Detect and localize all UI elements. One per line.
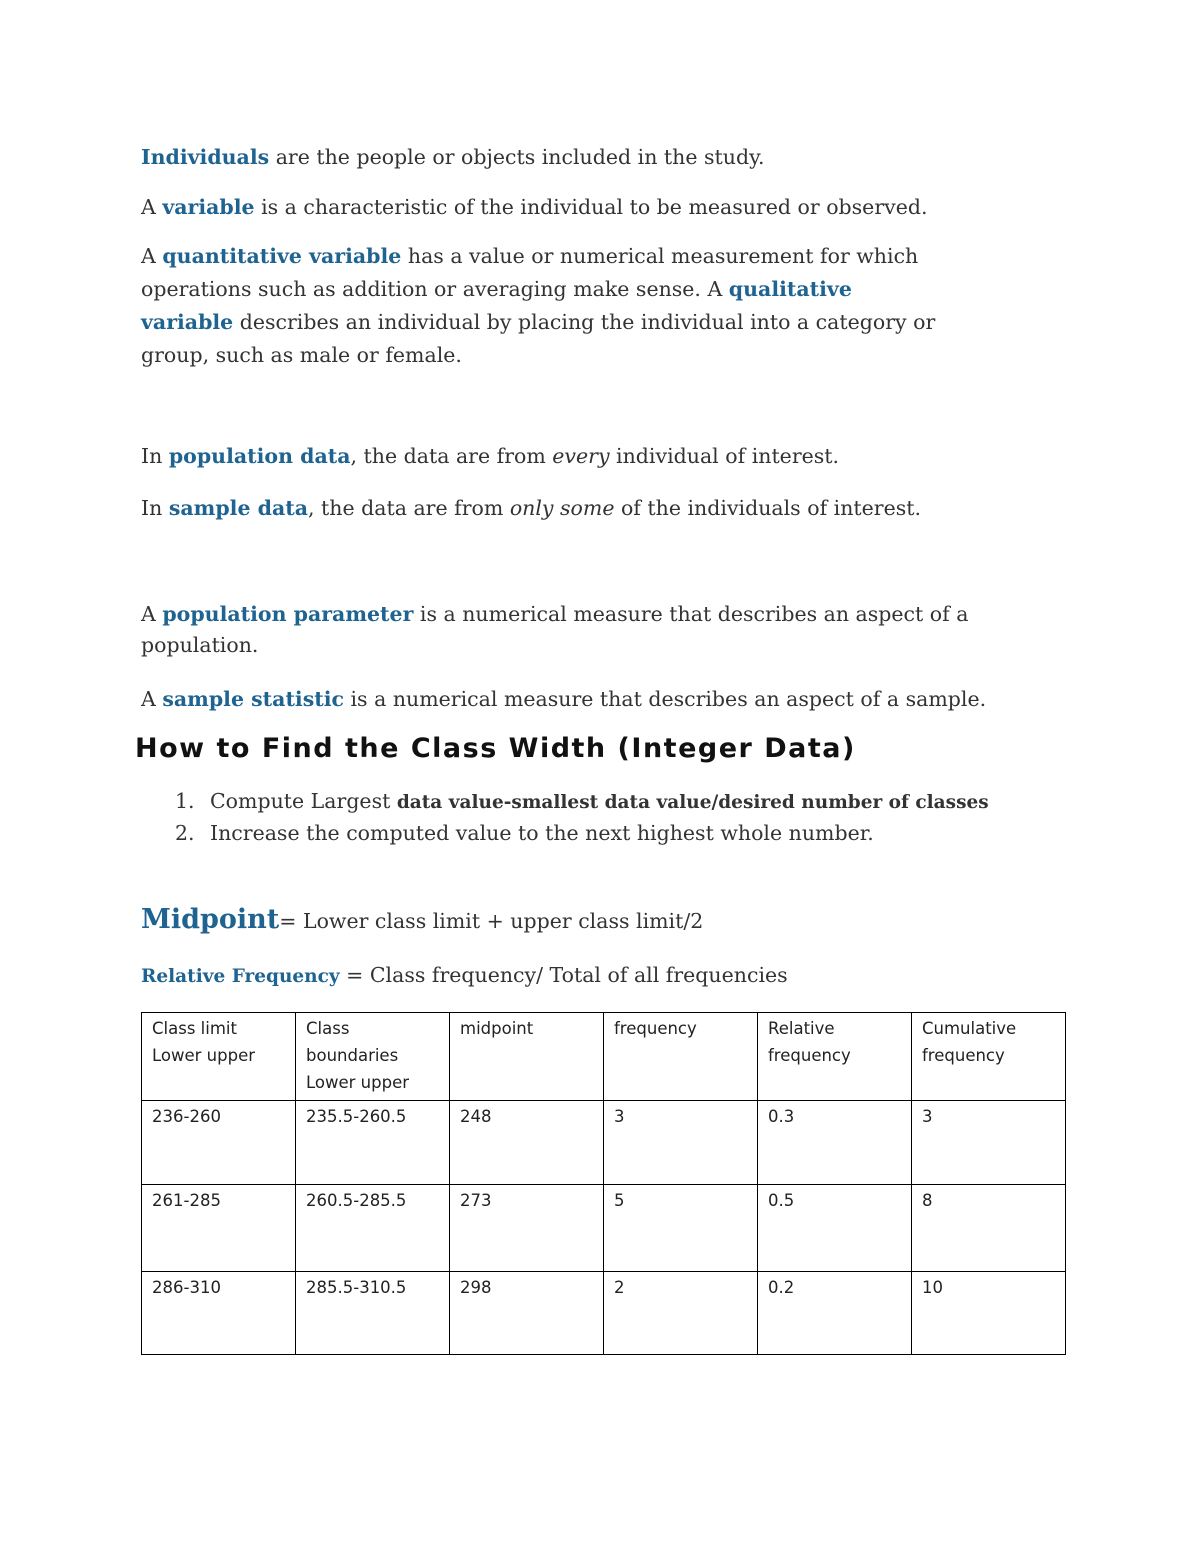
cell-cumulative-frequency: 8 (912, 1185, 1066, 1272)
formula-text: = Class frequency/ Total of all frequencies (339, 963, 788, 987)
cell-relative-frequency: 0.2 (758, 1272, 912, 1355)
term-qualitative: qualitative (728, 277, 852, 301)
step-number: 1. (175, 789, 195, 813)
relative-frequency-formula (141, 959, 788, 993)
midpoint-formula (141, 903, 703, 938)
cell-midpoint: 298 (450, 1272, 604, 1355)
step-text: Increase the computed value to the next highest whole number. (210, 821, 874, 845)
header-text: frequency (922, 1046, 1005, 1065)
term-population-parameter: population parameter (162, 602, 414, 626)
cell-cumulative-frequency: 10 (912, 1272, 1066, 1355)
section-heading: How to Find the Class Width (Integer Data) (135, 733, 856, 764)
step-formula: data value-smallest data value/desired number of classes (396, 792, 989, 813)
cell-midpoint: 248 (450, 1101, 604, 1185)
definition-text: has a value or numerical measurement for which (401, 244, 919, 268)
cell-frequency: 2 (604, 1272, 758, 1355)
term-sample-data: sample data (168, 496, 309, 520)
header-text: Class limit (152, 1019, 237, 1038)
cell-class-boundaries: 285.5-310.5 (296, 1272, 450, 1355)
definition-text: is a numerical measure that describes an aspect of a (413, 602, 969, 626)
header-midpoint (450, 1013, 604, 1101)
definition-prefix: A (141, 244, 163, 268)
header-class-limit (142, 1013, 296, 1101)
header-relative-frequency (758, 1013, 912, 1101)
cell-class-limit: 236-260 (142, 1101, 296, 1185)
definition-prefix: In (141, 496, 169, 520)
cell-class-limit: 261-285 (142, 1185, 296, 1272)
cell-class-limit: 286-310 (142, 1272, 296, 1355)
definition-text: is a numerical measure that describes an aspect of a sample. (343, 687, 987, 711)
definition-text: population. (141, 633, 259, 657)
header-text: Relative (768, 1019, 835, 1038)
steps-list (175, 786, 989, 849)
header-text: Lower upper (306, 1073, 410, 1092)
formula-text: = Lower class limit + upper class limit/2 (279, 909, 704, 933)
cell-class-boundaries: 235.5-260.5 (296, 1101, 450, 1185)
definition-prefix: A (141, 602, 163, 626)
definition-quantitative-qualitative (141, 240, 935, 372)
emphasis-only-some: only some (509, 496, 615, 520)
table-row (142, 1101, 1066, 1185)
header-class-boundaries (296, 1013, 450, 1101)
definition-text: of the individuals of interest. (614, 496, 922, 520)
definition-sample-statistic (141, 683, 986, 716)
header-text: Lower upper (152, 1046, 256, 1065)
step-item (175, 818, 989, 849)
cell-frequency: 3 (604, 1101, 758, 1185)
step-number: 2. (175, 821, 195, 845)
header-frequency (604, 1013, 758, 1101)
term-quantitative-variable: quantitative variable (162, 244, 402, 268)
table-row (142, 1185, 1066, 1272)
table-row (142, 1272, 1066, 1355)
step-item (175, 786, 989, 818)
term-sample-statistic: sample statistic (162, 687, 344, 711)
cell-frequency: 5 (604, 1185, 758, 1272)
definition-sample-data (141, 492, 921, 525)
definition-population-data (141, 440, 839, 473)
emphasis-every: every (552, 444, 610, 468)
header-cumulative-frequency (912, 1013, 1066, 1101)
definition-prefix: A (141, 687, 163, 711)
cell-relative-frequency: 0.5 (758, 1185, 912, 1272)
header-text: Class (306, 1019, 350, 1038)
cell-class-boundaries: 260.5-285.5 (296, 1185, 450, 1272)
definition-population-parameter (141, 599, 968, 661)
definition-text: is a characteristic of the individual to be measured or observed. (254, 195, 928, 219)
term-variable: variable (162, 195, 255, 219)
frequency-table (141, 1012, 1066, 1355)
definition-text: group, such as male or female. (141, 343, 462, 367)
definition-text: individual of interest. (609, 444, 840, 468)
term-variable-2: variable (141, 310, 234, 334)
header-text: boundaries (306, 1046, 399, 1065)
header-text: frequency (768, 1046, 851, 1065)
definition-prefix: A (141, 195, 163, 219)
definition-variable (141, 191, 927, 224)
definition-text: , the data are from (308, 496, 510, 520)
term-relative-frequency: Relative Frequency (141, 966, 340, 987)
step-text: Compute Largest (210, 789, 397, 813)
term-population-data: population data (168, 444, 351, 468)
definition-prefix: In (141, 444, 169, 468)
definition-individuals (141, 141, 764, 174)
cell-cumulative-frequency: 3 (912, 1101, 1066, 1185)
definition-text: operations such as addition or averaging make sense. A (141, 277, 729, 301)
term-midpoint: Midpoint (141, 904, 280, 935)
term-individuals: Individuals (141, 145, 270, 169)
cell-midpoint: 273 (450, 1185, 604, 1272)
header-text: frequency (614, 1019, 697, 1038)
header-text: midpoint (460, 1019, 534, 1038)
table-header-row (142, 1013, 1066, 1101)
cell-relative-frequency: 0.3 (758, 1101, 912, 1185)
definition-text: describes an individual by placing the individual into a category or (233, 310, 936, 334)
header-text: Cumulative (922, 1019, 1017, 1038)
definition-text: , the data are from (350, 444, 553, 468)
definition-text: are the people or objects included in the study. (269, 145, 765, 169)
